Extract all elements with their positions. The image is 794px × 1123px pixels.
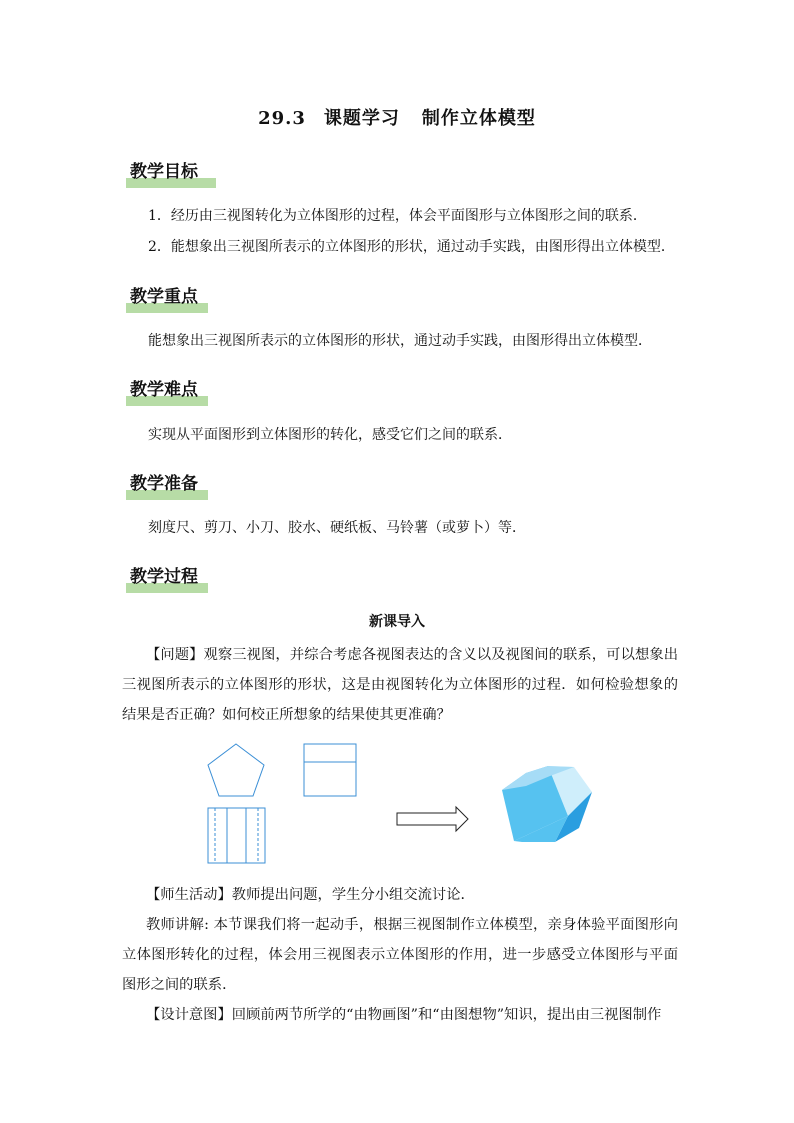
section-heading-objectives: 教学目标 (130, 162, 198, 182)
view-pentagon (208, 744, 264, 796)
difficulties-text: 实现从平面图形到立体图形的转化，感受它们之间的联系． (148, 427, 512, 443)
activity-tag: 【师生活动】 (146, 887, 232, 903)
arrow-right-icon (397, 807, 468, 831)
three-view-figure (200, 736, 620, 868)
question-tag: 【问题】 (146, 647, 204, 663)
section-heading-process: 教学过程 (130, 567, 198, 587)
question-text: 观察三视图，并综合考虑各视图表达的含义以及视图间的联系，可以想象出三视图所表示的立体图形的形状，这是由视图转化为立体图形的过程．如何检验想象的结果是否正确？如何校正所想象的结果使其更准确？ (122, 647, 679, 723)
section-heading-keypoints: 教学重点 (130, 287, 198, 307)
preparation-text: 刻度尺、剪刀、小刀、胶水、硬纸板、马铃薯（或萝卜）等． (148, 520, 526, 536)
view-rectangle-dashed (208, 808, 265, 863)
section-difficulties (126, 378, 198, 404)
keypoints-text: 能想象出三视图所表示的立体图形的形状，通过动手实践，由图形得出立体模型． (148, 333, 652, 349)
section-preparation (126, 472, 198, 498)
section-heading-difficulties: 教学难点 (130, 380, 198, 400)
section-heading-preparation: 教学准备 (130, 474, 198, 494)
design-text: 回顾前两节所学的“由物画图”和“由图想物”知识，提出由三视图制作 (231, 1007, 662, 1023)
page-title (0, 104, 794, 130)
prism-solid (502, 766, 592, 842)
section-process (126, 565, 198, 591)
title-part2: 制作立体模型 (421, 108, 536, 129)
objective-item-2: 2．能想象出三视图所表示的立体图形的形状，通过动手实践，由图形得出立体模型． (148, 239, 675, 255)
title-part1: 课题学习 (323, 108, 400, 129)
view-rectangle-split (304, 744, 356, 796)
activity-paragraph (122, 880, 678, 910)
question-paragraph (122, 640, 678, 730)
lecture-paragraph: 教师讲解: 本节课我们将一起动手，根据三视图制作立体模型，亲身体验平面图形向立体图形转化的过程，体会用三视图表示立体图形的作用，进一步感受立体图形与平面图形之间的联系． (122, 917, 678, 993)
title-number: 29.3 (258, 108, 306, 129)
objective-item-1: 1．经历由三视图转化为立体图形的过程，体会平面图形与立体图形之间的联系． (148, 208, 647, 224)
section-objectives (126, 160, 198, 186)
subheading-intro: 新课导入 (369, 614, 425, 630)
design-paragraph (122, 1000, 678, 1030)
section-keypoints (126, 285, 198, 311)
activity-text: 教师提出问题，学生分小组交流讨论． (231, 887, 475, 903)
design-tag: 【设计意图】 (146, 1007, 232, 1023)
